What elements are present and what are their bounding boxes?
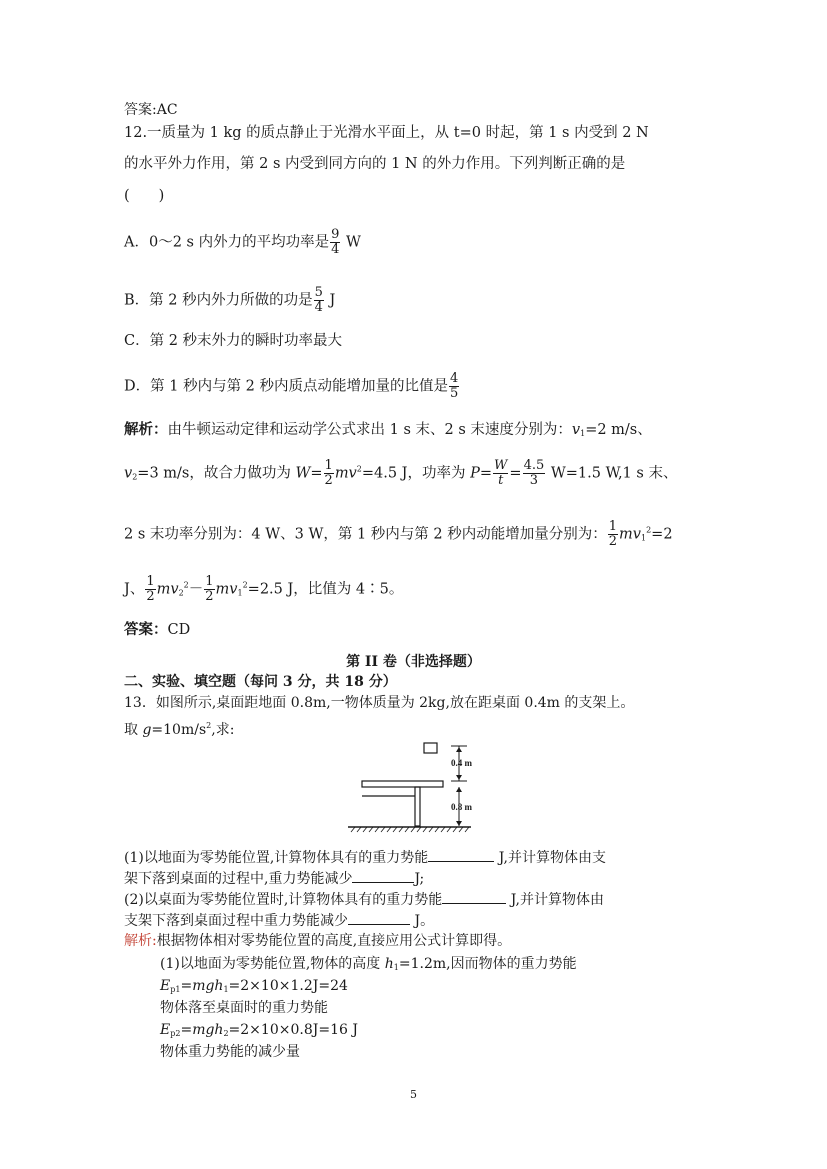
var-g: g — [142, 722, 152, 738]
frac-den: t — [498, 473, 504, 488]
q13-line2-b: =10m/s — [151, 722, 207, 738]
q12-analysis-line1 — [124, 420, 652, 444]
var-mv: mv — [334, 465, 357, 482]
superscript: 2 — [646, 525, 652, 535]
frac-den: 2 — [608, 534, 618, 549]
superscript: 2 — [183, 580, 189, 590]
option-b-text: B．第 2 秒内外力所做的功是 — [124, 292, 313, 309]
option-d-text: D．第 1 秒内与第 2 秒内质点动能增加量的比值是 — [124, 378, 449, 395]
q13-part1-line1 — [124, 847, 606, 868]
var-mgh: mgh — [192, 978, 224, 994]
q12-paren: ( ) — [124, 188, 165, 204]
answer-blank[interactable] — [352, 868, 414, 883]
q13-p2-a: (2)以桌面为零势能位置时,计算物体具有的重力势能 — [124, 892, 443, 908]
q12-option-d — [124, 372, 460, 401]
frac-den: 2 — [205, 589, 214, 604]
q13-solution-4 — [160, 1020, 358, 1044]
var-e: E — [160, 978, 171, 994]
option-a-den: 4 — [331, 242, 340, 257]
equals: = — [509, 465, 522, 482]
support-object — [424, 743, 437, 753]
option-b-num: 5 — [314, 285, 323, 300]
minus: － — [188, 581, 204, 598]
analysis-text-4b: =2.5 J，比值为 4∶5。 — [247, 581, 404, 598]
q13-solution-2 — [160, 976, 348, 1000]
frac-num: 1 — [324, 458, 333, 473]
var-v: v — [124, 465, 133, 482]
var-sub: 2 — [223, 1029, 229, 1038]
option-a-num: 9 — [331, 227, 340, 242]
equals: = — [180, 1022, 193, 1038]
var-sub: 2 — [132, 472, 138, 482]
option-b-fraction — [314, 286, 324, 315]
frac-den: 2 — [146, 589, 155, 604]
analysis-text-1: 由牛顿运动定律和运动学公式求出 1 s 末、2 s 末速度分别为： — [167, 422, 572, 438]
equals: = — [479, 465, 493, 482]
ground-hatching — [351, 827, 469, 832]
q13-analysis-label: 解析: — [124, 933, 157, 949]
answer-blank[interactable] — [428, 847, 494, 862]
fraction-half — [204, 575, 214, 604]
var-sub: 2 — [178, 588, 184, 598]
var-mv: mv — [619, 526, 641, 543]
var-p: P — [470, 465, 480, 482]
frac-num: 4.5 — [523, 458, 545, 473]
var-e: E — [160, 1022, 171, 1038]
option-a-unit: W — [341, 234, 361, 251]
var-sub: p2 — [170, 1029, 181, 1038]
var-sub: 1 — [640, 533, 647, 543]
fraction-half — [608, 520, 618, 549]
analysis-text-2b: =4.5 J，功率为 — [361, 465, 471, 482]
q13-s1-b: =1.2m,因而物体的重力势能 — [398, 956, 577, 972]
fraction-half — [145, 575, 155, 604]
frac-num: W — [494, 458, 508, 473]
fraction-value — [523, 459, 546, 488]
var-mv: mv — [215, 581, 238, 598]
answer-label: 答案： — [124, 621, 168, 638]
label-0-8m: 0.8 m — [451, 802, 472, 812]
q13-analysis-text: 根据物体相对零势能位置的高度,直接应用公式计算即得。 — [156, 933, 512, 949]
q13-solution-1 — [160, 954, 577, 978]
analysis-text-2c: W=1.5 W,1 s 末、 — [546, 465, 678, 482]
q13-p2-c: 支架下落到桌面过程中重力势能减少 — [124, 913, 348, 929]
fraction-half — [324, 459, 334, 488]
q13-line2 — [124, 716, 234, 740]
analysis-label: 解析： — [124, 421, 168, 438]
q13-solution-5: 物体重力势能的减少量 — [160, 1044, 300, 1060]
q13-p1-b: J,并计算物体由支 — [494, 850, 606, 866]
q12-answer — [124, 620, 190, 640]
q12-option-c: C．第 2 秒末外力的瞬时功率最大 — [124, 333, 343, 349]
q13-s4-b: =2×10×0.8J=16 J — [228, 1022, 358, 1038]
var-mgh: mgh — [192, 1022, 224, 1038]
option-b-unit: J — [324, 292, 336, 309]
table-top — [362, 781, 443, 787]
var-v: v — [571, 422, 581, 438]
q12-analysis-line3 — [124, 520, 673, 549]
analysis-text-4a: J、 — [124, 581, 145, 598]
var-sub: 1 — [580, 429, 586, 438]
answer-blank[interactable] — [348, 910, 410, 925]
q13-part2-line1 — [124, 889, 604, 910]
q12-option-a — [124, 228, 361, 257]
q12-option-b — [124, 286, 335, 315]
prev-answer: 答案:AC — [124, 102, 178, 118]
q13-p1-d: J; — [414, 871, 425, 887]
q13-solution-3: 物体落至桌面时的重力势能 — [160, 1000, 328, 1016]
q13-line1: 13．如图所示,桌面距地面 0.8m,一物体质量为 2kg,放在距桌面 0.4m 的支架上。 — [124, 695, 635, 711]
section-title: 第 II 卷（非选择题） — [346, 654, 481, 670]
analysis-text-1b: =2 m/s、 — [585, 422, 652, 438]
q13-part2-line2 — [124, 910, 434, 931]
q13-figure — [345, 740, 480, 836]
q13-p1-c: 架下落到桌面的过程中,重力势能减少 — [124, 871, 353, 887]
analysis-text-3b: =2 — [651, 526, 673, 543]
option-d-num: 4 — [450, 371, 459, 386]
option-d-den: 5 — [450, 386, 459, 401]
var-sub: p1 — [170, 985, 181, 994]
var-mv: mv — [156, 581, 179, 598]
label-0-4m: 0.4 m — [451, 758, 472, 768]
part2-heading: 二、实验、填空题（每问 3 分，共 18 分） — [124, 674, 397, 690]
frac-den: 2 — [324, 473, 333, 488]
q12-analysis-line4 — [124, 575, 403, 604]
superscript: 2 — [206, 721, 212, 730]
superscript: 2 — [356, 464, 362, 474]
q13-part1-line2 — [124, 868, 424, 889]
frac-num: 1 — [608, 519, 618, 534]
answer-value: CD — [167, 622, 191, 638]
var-w: W — [295, 465, 311, 482]
equals: = — [180, 978, 193, 994]
fraction-w-t — [493, 459, 508, 488]
frac-num: 1 — [205, 574, 214, 589]
q12-line2: 的水平外力作用，第 2 s 内受到同方向的 1 N 的外力作用。下列判断正确的是 — [124, 156, 626, 172]
q13-p1-a: (1)以地面为零势能位置,计算物体具有的重力势能 — [124, 850, 429, 866]
superscript: 2 — [242, 580, 248, 590]
q13-p2-d: J。 — [410, 913, 435, 929]
page-number: 5 — [410, 1088, 417, 1101]
answer-blank[interactable] — [442, 889, 506, 904]
option-a-text: A．0～2 s 内外力的平均功率是 — [124, 234, 330, 251]
analysis-text-2a: =3 m/s，故合力做功为 — [137, 465, 296, 482]
var-sub: 1 — [393, 963, 399, 972]
analysis-text-3a: 2 s 末功率分别为：4 W、3 W，第 1 秒内与第 2 秒内动能增加量分别为： — [124, 526, 607, 543]
option-b-den: 4 — [314, 300, 323, 315]
q13-s1-a: (1)以地面为零势能位置,物体的高度 — [160, 956, 385, 972]
q13-s2-b: =2×10×1.2J=24 — [228, 978, 348, 994]
q13-line2-a: 取 — [124, 722, 143, 738]
frac-num: 1 — [146, 574, 155, 589]
q13-p2-b: J,并计算物体由 — [506, 892, 604, 908]
q12-line1: 12.一质量为 1 kg 的质点静止于光滑水平面上，从 t=0 时起，第 1 s 内受到 2 N — [124, 125, 649, 141]
option-a-fraction — [330, 228, 340, 257]
equals: = — [310, 465, 323, 482]
option-d-fraction — [449, 372, 459, 401]
q13-line2-c: ,求: — [211, 722, 235, 738]
frac-den: 3 — [529, 473, 539, 488]
q12-analysis-line2 — [124, 459, 677, 488]
table-leg — [415, 787, 420, 826]
q13-analysis — [124, 931, 511, 951]
var-h: h — [384, 956, 394, 972]
var-sub: 1 — [223, 985, 229, 994]
var-sub: 1 — [237, 588, 243, 598]
